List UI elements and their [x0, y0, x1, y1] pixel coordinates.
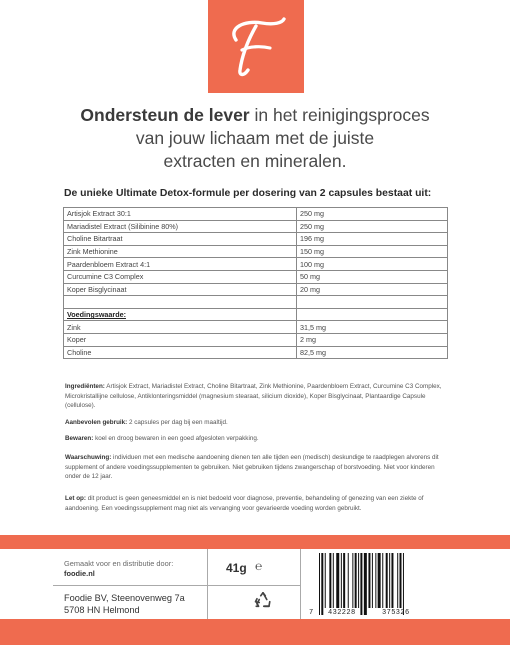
barcode-first-digit: 7	[309, 609, 314, 617]
note-text: dit product is geen geneesmiddel en is niet bedoeld voor diagnose, preventie, behandeling of genezing van een ziekte of aandoening. Een voedingssupplement mag niet als vervanging voor gevarieerde voeding worden gebruikt.	[65, 495, 424, 512]
usage-paragraph	[65, 418, 450, 428]
footer-band-bottom	[0, 619, 510, 645]
barcode-bar	[352, 553, 353, 608]
ingredient-amount: 196 mg	[297, 233, 448, 246]
barcode-bar	[321, 553, 323, 615]
ingredient-amount: 82,5 mg	[297, 346, 448, 359]
table-row	[64, 308, 448, 321]
table-row	[64, 283, 448, 296]
table-row	[64, 321, 448, 334]
barcode-bar	[343, 553, 345, 608]
headline-bold: Ondersteun de lever	[80, 105, 250, 125]
barcode-bar	[329, 553, 331, 608]
footer-divider	[207, 549, 208, 619]
barcode-bar	[341, 553, 342, 608]
note-paragraph	[65, 494, 450, 513]
warning-label: Waarschuwing:	[65, 454, 112, 461]
barcode-left-digits: 432228	[328, 609, 356, 617]
recycle-icon	[254, 592, 272, 615]
brand-logo	[208, 0, 304, 93]
table-row	[64, 245, 448, 258]
headline-line2: van jouw lichaam met de juiste	[135, 128, 375, 148]
barcode-bar	[368, 553, 370, 608]
table-row	[64, 346, 448, 359]
table-row	[64, 333, 448, 346]
ingredient-name: Koper	[64, 333, 297, 346]
ingredient-amount: 50 mg	[297, 270, 448, 283]
table-row	[64, 296, 448, 309]
barcode-bar	[386, 553, 388, 608]
barcode-bar	[378, 553, 381, 608]
headline-rest: in het reinigingsproces	[249, 105, 430, 125]
storage-label: Bewaren:	[65, 435, 94, 442]
ingredient-name: Paardenbloem Extract 4:1	[64, 258, 297, 271]
ingredients-paragraph	[65, 382, 450, 411]
barcode-bar	[397, 553, 398, 608]
footer-band-top	[0, 535, 510, 549]
barcode-bar	[400, 553, 402, 608]
address-line1: Foodie BV, Steenovenweg 7a	[64, 593, 185, 603]
ingredients-label: Ingrediënten:	[65, 383, 105, 390]
note-label: Let op:	[65, 495, 86, 502]
barcode-bar	[336, 553, 339, 608]
ingredient-name: Koper Bisglycinaat	[64, 283, 297, 296]
ingredient-amount	[297, 296, 448, 309]
ingredient-amount: 150 mg	[297, 245, 448, 258]
storage-paragraph	[65, 434, 450, 444]
barcode-bar	[403, 553, 404, 615]
ingredient-name: Zink Methionine	[64, 245, 297, 258]
ingredient-name: Artisjok Extract 30:1	[64, 208, 297, 221]
ingredient-name: Zink	[64, 321, 297, 334]
ingredient-amount: 250 mg	[297, 220, 448, 233]
headline-line3: extracten en mineralen.	[163, 151, 347, 171]
table-row	[64, 270, 448, 283]
usage-label: Aanbevolen gebruik:	[65, 419, 128, 426]
estimated-sign: ℮	[255, 559, 263, 573]
company-address	[64, 592, 185, 616]
barcode-bar	[364, 553, 367, 615]
headline	[0, 104, 510, 173]
table-row	[64, 233, 448, 246]
ingredient-amount: 20 mg	[297, 283, 448, 296]
ingredient-name: Mariadistel Extract (Silibinine 80%)	[64, 220, 297, 233]
ingredient-name: Choline Bitartraat	[64, 233, 297, 246]
ingredient-name: Choline	[64, 346, 297, 359]
barcode-bar	[360, 553, 362, 615]
net-weight: 41g	[226, 561, 247, 575]
barcode-bar	[319, 553, 320, 615]
foodie-f-logo-icon	[222, 14, 290, 80]
barcode-bar	[355, 553, 357, 608]
usage-text: 2 capsules per dag bij een maaltijd.	[127, 419, 228, 426]
composition-table	[63, 207, 448, 359]
barcode-bar	[358, 553, 359, 608]
ingredient-name	[64, 296, 297, 309]
table-row	[64, 208, 448, 221]
ingredient-name: Voedingswaarde:	[64, 308, 297, 321]
table-row	[64, 258, 448, 271]
ingredient-amount	[297, 308, 448, 321]
formula-title: De unieke Ultimate Detox-formule per dosering van 2 capsules bestaat uit:	[64, 188, 432, 199]
footer-divider	[53, 585, 300, 586]
ingredient-amount: 250 mg	[297, 208, 448, 221]
barcode-bar	[391, 553, 393, 608]
barcode-bar	[333, 553, 334, 608]
warning-paragraph	[65, 453, 450, 482]
barcode-bar	[348, 553, 349, 608]
barcode-bar	[325, 553, 326, 608]
ingredient-amount: 100 mg	[297, 258, 448, 271]
ingredient-amount: 2 mg	[297, 333, 448, 346]
warning-text: individuen met een medische aandoening dienen ten alle tijden een (medisch) deskundige te raadplegen alvorens dit supplement of andere voedingssupplementen te gebruiken. Niet gebruiken tijdens zwangerschap of borstvoeding. Niet voor kinderen onder de 12 jaar.	[65, 454, 439, 481]
barcode-bar	[382, 553, 383, 608]
address-line2: 5708 HN Helmond	[64, 605, 140, 615]
storage-text: koel en droog bewaren in een goed afgesloten verpakking.	[93, 435, 259, 442]
distributor-website: foodie.nl	[64, 569, 95, 578]
distributor-label: Gemaakt voor en distributie door:	[64, 559, 174, 568]
barcode-bar	[372, 553, 373, 608]
footer-divider	[300, 549, 301, 619]
barcode-bar	[375, 553, 376, 608]
ingredient-amount: 31,5 mg	[297, 321, 448, 334]
barcode-bar	[389, 553, 390, 608]
table-row	[64, 220, 448, 233]
barcode-right-digits: 375326	[382, 609, 410, 617]
ingredients-text: Artisjok Extract, Mariadistel Extract, Choline Bitartraat, Zink Methionine, Paardenbloem Extract, Curcumine C3 Complex, Microkristallijne cellulose, Antiklonteringsmiddel (magnesium stearaat, silicium dioxide), Koper Bisglycinaat, Plantaardige Capsule (cellulose).	[65, 383, 442, 410]
ingredient-name: Curcumine C3 Complex	[64, 270, 297, 283]
